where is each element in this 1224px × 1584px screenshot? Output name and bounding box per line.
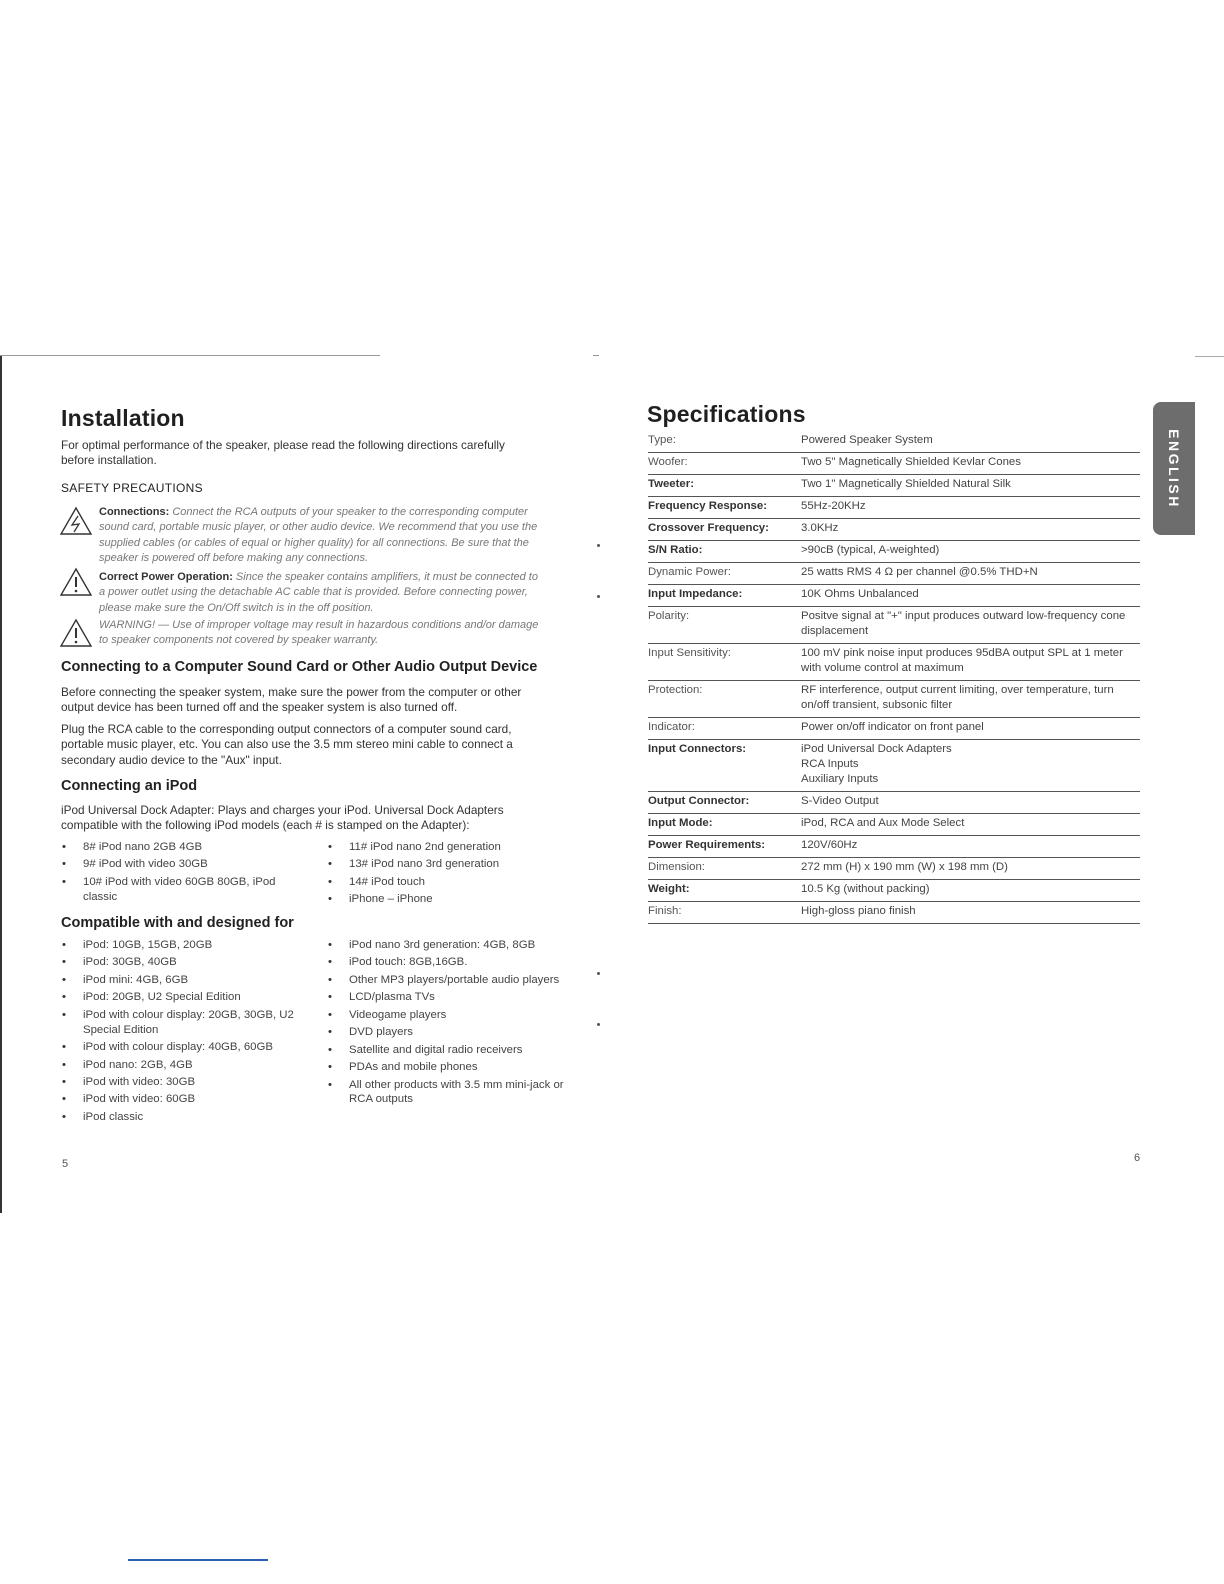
spec-label: Finish: <box>648 902 800 924</box>
warning-label: Connections: <box>99 506 170 518</box>
spec-row <box>648 718 1140 740</box>
warning-text: Connect the RCA outputs of your speaker to the corresponding computer sound card, portable music player, or other audio device. We recommend that you use the supplied cables (or cables of equal or higher quality) for all connections. Be sure that the speaker is powered off before making any connections. <box>99 506 538 565</box>
page-number-left: 5 <box>62 1158 69 1170</box>
list-item: • iPhone – iPhone <box>327 892 567 907</box>
spec-label: Woofer: <box>648 453 800 475</box>
spec-row <box>648 902 1140 924</box>
spec-value: >90cB (typical, A-weighted) <box>800 541 1140 563</box>
page-edge-left <box>0 355 2 1213</box>
caution-icon <box>59 567 93 597</box>
installation-intro: For optimal performance of the speaker, please read the following directions carefully before installation. <box>61 438 505 468</box>
spec-label: Tweeter: <box>648 475 800 497</box>
spec-value: High-gloss piano finish <box>800 902 1140 924</box>
spec-value: 55Hz-20KHz <box>800 497 1140 519</box>
spec-row <box>648 880 1140 902</box>
spec-row <box>648 497 1140 519</box>
list-item: • iPod classic <box>61 1110 301 1125</box>
scan-dot <box>597 544 600 547</box>
list-item: • iPod: 10GB, 15GB, 20GB <box>61 938 301 953</box>
list-item: • 13# iPod nano 3rd generation <box>327 857 567 872</box>
spec-label: Input Mode: <box>648 814 800 836</box>
spec-label: Type: <box>648 431 800 453</box>
safety-heading: SAFETY PRECAUTIONS <box>61 481 203 495</box>
list-item: • 10# iPod with video 60GB 80GB, iPod classic <box>61 875 281 904</box>
list-item: • Videogame players <box>327 1008 582 1023</box>
spec-row <box>648 792 1140 814</box>
spec-value: 3.0KHz <box>800 519 1140 541</box>
page-number-right: 6 <box>1134 1152 1141 1164</box>
compatible-section-heading: Compatible with and designed for <box>61 915 294 931</box>
list-item: • 11# iPod nano 2nd generation <box>327 840 567 855</box>
spec-label: Input Connectors: <box>648 740 800 792</box>
spec-value: RF interference, output current limiting, over temperature, turn on/off transient, subsonic filter <box>800 681 1140 718</box>
scan-dot <box>597 1023 600 1026</box>
list-item: • 14# iPod touch <box>327 875 567 890</box>
list-item: • 8# iPod nano 2GB 4GB <box>61 840 281 855</box>
spec-value: 272 mm (H) x 190 mm (W) x 198 mm (D) <box>800 858 1140 880</box>
scan-dot <box>597 972 600 975</box>
spec-value: 10.5 Kg (without packing) <box>800 880 1140 902</box>
spec-row <box>648 519 1140 541</box>
list-item: • 9# iPod with video 30GB <box>61 857 281 872</box>
computer-section-heading: Connecting to a Computer Sound Card or Other Audio Output Device <box>61 659 538 675</box>
spec-label: Polarity: <box>648 607 800 644</box>
spec-row <box>648 453 1140 475</box>
list-item: • iPod with video: 30GB <box>61 1075 301 1090</box>
spec-label: Crossover Frequency: <box>648 519 800 541</box>
spec-row <box>648 858 1140 880</box>
ipod-section-heading: Connecting an iPod <box>61 778 198 794</box>
spec-value: Two 5" Magnetically Shielded Kevlar Cones <box>800 453 1140 475</box>
spec-value: S-Video Output <box>800 792 1140 814</box>
spec-value: 25 watts RMS 4 Ω per channel @0.5% THD+N <box>800 563 1140 585</box>
spec-label: Output Connector: <box>648 792 800 814</box>
scan-dot <box>597 595 600 598</box>
warning-text: WARNING! — Use of improper voltage may result in hazardous conditions and/or damage to speaker components not covered by speaker warranty. <box>99 619 539 647</box>
warning-connections <box>99 505 547 567</box>
spec-row <box>648 585 1140 607</box>
warning-voltage <box>99 618 539 649</box>
spec-label: Indicator: <box>648 718 800 740</box>
list-item: • DVD players <box>327 1025 582 1040</box>
computer-paragraph-2: Plug the RCA cable to the corresponding output connectors of a computer sound card, portable music player, etc. You can also use the 3.5 mm stereo mini cable to connect a secondary audio device to the "Aux" input. <box>61 722 513 767</box>
spec-value: iPod Universal Dock Adapters RCA Inputs Auxiliary Inputs <box>800 740 1140 792</box>
list-item: • All other products with 3.5 mm mini-jack or RCA outputs <box>327 1078 582 1107</box>
spec-row <box>648 681 1140 718</box>
spec-row <box>648 836 1140 858</box>
spec-label: Power Requirements: <box>648 836 800 858</box>
list-item: • iPod mini: 4GB, 6GB <box>61 973 301 988</box>
warning-power-operation <box>99 570 539 616</box>
spec-row <box>648 644 1140 681</box>
list-item: • iPod: 20GB, U2 Special Edition <box>61 990 301 1005</box>
spec-value: 100 mV pink noise input produces 95dBA output SPL at 1 meter with volume control at maximum <box>800 644 1140 681</box>
spec-row <box>648 563 1140 585</box>
spec-value: Power on/off indicator on front panel <box>800 718 1140 740</box>
spec-value: iPod, RCA and Aux Mode Select <box>800 814 1140 836</box>
bottom-rule <box>128 1559 268 1561</box>
specifications-title: Specifications <box>647 401 806 427</box>
language-tab-label: ENGLISH <box>1166 428 1182 509</box>
spec-label: Input Impedance: <box>648 585 800 607</box>
spec-label: Input Sensitivity: <box>648 644 800 681</box>
spec-value: 120V/60Hz <box>800 836 1140 858</box>
spec-value: Two 1" Magnetically Shielded Natural Silk <box>800 475 1140 497</box>
spec-value: Powered Speaker System <box>800 431 1140 453</box>
spec-row <box>648 814 1140 836</box>
warning-text: Since the speaker contains amplifiers, it must be connected to a power outlet using the detachable AC cable that is provided. Before connecting power, please make sure the On/Off switch is in the off position. <box>99 571 538 614</box>
list-item: • iPod nano 3rd generation: 4GB, 8GB <box>327 938 582 953</box>
caution-icon <box>59 618 93 648</box>
spec-label: Weight: <box>648 880 800 902</box>
compatible-list-left <box>61 938 301 1127</box>
list-item: • iPod with colour display: 20GB, 30GB, U2 Special Edition <box>61 1008 301 1037</box>
list-item: • iPod with video: 60GB <box>61 1092 301 1107</box>
page-edge-top-right <box>1195 356 1224 357</box>
spec-row <box>648 541 1140 563</box>
language-tab <box>1153 402 1195 535</box>
specifications-table <box>648 431 1140 924</box>
ipod-adapter-list-left <box>61 840 281 907</box>
spec-label: S/N Ratio: <box>648 541 800 563</box>
spec-value: 10K Ohms Unbalanced <box>800 585 1140 607</box>
list-item: • Other MP3 players/portable audio players <box>327 973 582 988</box>
electric-shock-warning-icon <box>59 506 93 536</box>
list-item: • LCD/plasma TVs <box>327 990 582 1005</box>
spec-label: Dimension: <box>648 858 800 880</box>
installation-title: Installation <box>61 405 185 431</box>
spec-label: Frequency Response: <box>648 497 800 519</box>
list-item: • Satellite and digital radio receivers <box>327 1043 582 1058</box>
list-item: • PDAs and mobile phones <box>327 1060 582 1075</box>
spec-label: Protection: <box>648 681 800 718</box>
ipod-adapter-list-right <box>327 840 567 910</box>
list-item: • iPod: 30GB, 40GB <box>61 955 301 970</box>
page-fold-mark <box>593 355 599 356</box>
list-item: • iPod with colour display: 40GB, 60GB <box>61 1040 301 1055</box>
warning-label: Correct Power Operation: <box>99 571 233 583</box>
spec-row <box>648 431 1140 453</box>
spec-row <box>648 607 1140 644</box>
spec-row <box>648 475 1140 497</box>
spec-row <box>648 740 1140 792</box>
compatible-list-right <box>327 938 582 1110</box>
spec-label: Dynamic Power: <box>648 563 800 585</box>
computer-paragraph-1: Before connecting the speaker system, make sure the power from the computer or other output device has been turned off and the speaker system is also turned off. <box>61 685 522 715</box>
ipod-paragraph: iPod Universal Dock Adapter: Plays and charges your iPod. Universal Dock Adapters compatible with the following iPod models (each # is stamped on the Adapter): <box>61 803 504 833</box>
list-item: • iPod touch: 8GB,16GB. <box>327 955 582 970</box>
spec-value: Positve signal at "+" input produces outward low-frequency cone displacement <box>800 607 1140 644</box>
list-item: • iPod nano: 2GB, 4GB <box>61 1058 301 1073</box>
page-edge-top <box>0 355 380 356</box>
